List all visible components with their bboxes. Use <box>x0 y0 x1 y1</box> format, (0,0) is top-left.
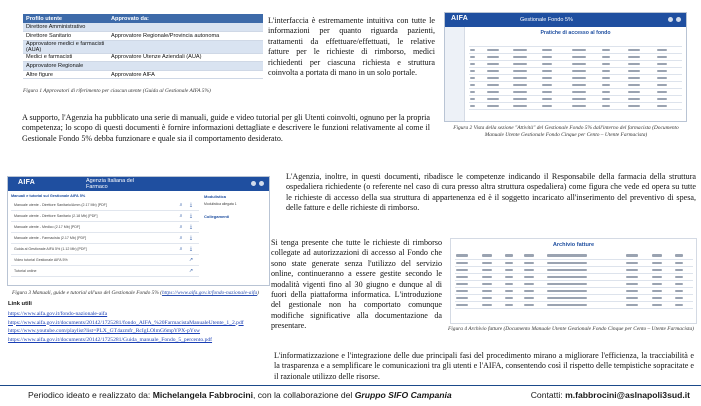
table-row <box>469 95 682 102</box>
table-cell-profile: Approvatore medici e farmacisti (AUA) <box>23 40 108 53</box>
footer-email[interactable]: m.fabbrocini@aslnapoli3sud.it <box>565 390 690 400</box>
table-row <box>469 74 682 81</box>
table-row <box>469 53 682 60</box>
header-actions <box>251 181 264 186</box>
table-row <box>455 287 693 294</box>
table-row <box>23 62 263 71</box>
links-title: Link utili <box>8 301 32 307</box>
download-icon[interactable]: ⤓ <box>189 224 193 230</box>
table-row <box>469 60 682 67</box>
external-link-icon[interactable]: ↗ <box>188 268 194 274</box>
figure-4-caption: Figura 4 Archivio fatture (Documento Manuale Utente Gestionale Fondo Cinque per Cento – Utente Farmacista) <box>448 326 694 332</box>
document-name: Manuale utente - Medico (2.17 Mb) [PDF] <box>14 225 81 229</box>
table-cell-profile: Direttore Amministrativo <box>23 23 108 32</box>
table-row <box>455 294 693 301</box>
table-cell-profile: Approvatore Regionale <box>23 62 108 71</box>
table-row <box>469 46 682 53</box>
table-cell-profile: Altre figure <box>23 70 108 79</box>
table-row <box>455 266 693 273</box>
table-row <box>455 280 693 287</box>
document-name: Manuale utente - Direttore Sanitario/Amm.(2.17 Mb) [PDF] <box>14 203 107 207</box>
link-fondo-nazionale[interactable]: https://www.aifa.gov.it/fondo-nazionale-aifa <box>8 311 108 317</box>
link-youtube-playlist[interactable]: https://www.youtube.com/playlist?list=PLX_GT4azmfr_RcIgLOlmG6mpYPX-pYsw <box>8 328 201 335</box>
search-icon[interactable]: ⌕ <box>179 213 183 219</box>
table-header-profile: Profilo utente <box>23 14 108 23</box>
aifa-logo: AIFA <box>451 15 469 22</box>
list-item[interactable] <box>11 255 199 266</box>
footer-prefix: Periodico ideato e realizzato da: <box>28 390 153 400</box>
table-header-row <box>23 14 263 23</box>
download-icon[interactable]: ⤓ <box>189 202 193 208</box>
download-icon[interactable]: ⤓ <box>189 235 193 241</box>
table-row <box>469 39 682 46</box>
site-title-line-2: Farmaco <box>86 184 108 190</box>
site-header-bar <box>8 177 269 191</box>
table-cell-profile: Direttore Sanitario <box>23 32 108 41</box>
menu-icon[interactable] <box>676 17 681 22</box>
aifa-logo: AIFA <box>18 179 36 186</box>
table-row <box>455 301 693 308</box>
share-icon[interactable] <box>251 181 256 186</box>
table-row <box>469 67 682 74</box>
table-row <box>23 23 263 32</box>
list-item[interactable] <box>11 200 199 211</box>
document-name: Manuale utente - Farmacista (2.17 Mb) [PDF] <box>14 236 87 240</box>
table-cell-approver: Approvatore Utenze Aziendali (AUA) <box>108 53 263 62</box>
table-row <box>455 259 693 266</box>
link-manuale-farmacista[interactable]: https://www.aifa.gov.it/documents/20142/1725281/fondo_AIFA_%20FarmacistaManualeUtente_1_2.pdf <box>8 319 244 326</box>
app-title: Gestionale Fondo 5% <box>520 17 573 23</box>
activity-table <box>469 39 682 110</box>
list-item[interactable] <box>11 222 199 233</box>
links-list <box>8 310 270 344</box>
manuals-list <box>11 194 199 277</box>
table-cell-approver <box>108 23 263 32</box>
table-cell-profile: Medici e farmacisti <box>23 53 108 62</box>
panel-title: Pratiche di accesso al fondo <box>540 30 611 36</box>
figure-4-invoice-window <box>450 238 697 324</box>
paragraph-interface: L'interfaccia è estremamente intuitiva con tutte le informazioni per quanto riguarda pazienti, trattamenti da effettuare/effettuati, le relative fatture per le richieste di rimborso, medici richiedenti per ciascuna richiesta e struttura coinvolta a portata di mano in un solo portale. <box>268 16 435 78</box>
list-item[interactable] <box>11 244 199 255</box>
site-title-line-1: Agenzia Italiana del <box>86 178 135 184</box>
table-row <box>23 70 263 79</box>
list-item[interactable] <box>11 233 199 244</box>
header-actions <box>668 17 681 22</box>
footer <box>28 390 690 400</box>
table-row <box>469 102 682 109</box>
table-row <box>455 252 693 259</box>
document-name: Video tutorial Gestionale AIFA 5% <box>14 258 68 262</box>
side-panel-item[interactable]: Modulistica allegata 1 <box>204 202 237 206</box>
download-icon[interactable]: ⤓ <box>189 213 193 219</box>
footer-contact <box>531 390 690 400</box>
table-row <box>23 32 263 41</box>
approver-table <box>23 14 263 79</box>
footer-rule <box>0 385 701 386</box>
caption-link[interactable]: https://www.aifa.gov.it/fondo-nazionale-aifa <box>161 290 258 296</box>
table-row <box>469 81 682 88</box>
sidebar <box>445 27 465 122</box>
search-icon[interactable]: ⌕ <box>179 235 183 241</box>
caption-end: ) <box>257 290 259 296</box>
list-item[interactable] <box>11 211 199 222</box>
side-panel <box>204 194 266 277</box>
search-icon[interactable]: ⌕ <box>179 202 183 208</box>
footer-author: Michelangela Fabbrocini <box>152 390 253 400</box>
figure-2-caption: Figura 2 Vista della sezione "Attività" del Gestionale Fondo 5% dall'interno del farmacista (Documento Manuale Utente Gestionale Fondo Cinque per Cento – Utente Farmacista) <box>453 125 679 138</box>
document-name: Manuale utente - Direttore Sanitario (2.18 Mb) [PDF] <box>14 214 98 218</box>
footer-group: Gruppo SIFO Campania <box>354 390 452 400</box>
figure-2-app-window <box>444 12 687 122</box>
table-cell-approver: Approvatore AIFA <box>108 70 263 79</box>
paragraph-deadline: Si tenga presente che tutte le richieste di rimborso collegate ad autorizzazioni di accesso al Fondo che sono state generate senza l'utilizzo del servizio online, continueranno a essere gestite secondo le modalità vigenti fino al 30 giugno e dunque al di fuori della piattaforma informatica. L'introduzione del gestionale non ha comportato comunque modifiche significative alla documentazione da presentare. <box>271 238 442 331</box>
footer-middle: , con la collaborazione del <box>252 390 355 400</box>
external-link-icon[interactable]: ↗ <box>188 257 194 263</box>
app-header-bar <box>445 13 686 27</box>
table-cell-approver <box>108 40 263 53</box>
paragraph-agency: L'Agenzia, inoltre, in questi documenti, ribadisce le competenze indicando il Responsabile della farmacia della struttura ospedaliera richiedente (o referente nel caso di cura presso altra struttura ospedaliera) come figura che vede ed opera su tutte le richieste di accesso della sua struttura di appartenenza ed è il soggetto incaricato all'inserimento del preventivo di spesa, delle fatture e delle richieste di rimborso. <box>286 172 696 213</box>
panel-title: Archivio fatture <box>552 242 595 248</box>
document-name: Tutorial online <box>14 269 37 273</box>
search-icon[interactable]: ⌕ <box>179 246 183 252</box>
invoice-table <box>455 252 693 309</box>
side-panel-title: Modulistica <box>204 194 227 199</box>
figure-3-manuals-window <box>7 176 270 286</box>
paragraph-integration: L'informatizzazione e l'integrazione delle due principali fasi del procedimento mirano a migliorare l'efficienza, la tracciabilità e la trasparenza e a semplificare le comunicazioni tra gli utenti e l'AIFA, consentendo così il rispetto delle tempistiche sopracitate e il razionale utilizzo delle risorse. <box>274 351 694 381</box>
paragraph-manuals: A supporto, l'Agenzia ha pubblicato una serie di manuali, guide e video tutorial per gli Utenti coinvolti, ognuno per la propria competenza; lo scopo di questi documenti è fornire informazioni dettagliate e descrivere le funzioni relativamente al come il Gestionale Fondo 5% debba funzionare e quale sia il comportamento desiderato. <box>22 113 430 143</box>
figure-3-caption <box>12 290 274 297</box>
caption-text: Figura 3 Manuali, guide e tutorial all'uso del Gestionale Fondo 5% ( <box>12 290 162 296</box>
manuals-panel-title: Manuali e tutorial sul Gestionale AIFA 5% <box>11 194 86 198</box>
table-row <box>469 88 682 95</box>
table-cell-approver: Approvatore Regionale/Provincia autonoma <box>108 32 263 41</box>
search-icon[interactable]: ⌕ <box>179 224 183 230</box>
figure-1-role-table <box>23 14 266 79</box>
table-header-approver: Approvato da: <box>108 14 263 23</box>
table-cell-approver <box>108 62 263 71</box>
figure-1-caption: Figura 1 Approvatori di riferimento per ciascun utente (Guida al Gestionale AIFA 5%) <box>23 88 211 94</box>
side-panel-title-2: Collegamenti <box>204 214 230 219</box>
table-row <box>23 40 263 53</box>
list-item[interactable] <box>11 266 199 277</box>
download-icon[interactable]: ⤓ <box>189 246 193 252</box>
search-icon[interactable] <box>259 181 264 186</box>
link-guida-manuale[interactable]: https://www.aifa.gov.it/documents/20142/1725281/Guida_manuale_Fondo_5_percento.pdf <box>8 336 213 343</box>
user-icon[interactable] <box>668 17 673 22</box>
footer-contact-label: Contatti: <box>530 390 566 400</box>
table-row <box>455 273 693 280</box>
document-name: Guida al Gestionale AIFA 5% (1.12 Mb) [PDF] <box>14 247 87 251</box>
table-row <box>23 53 263 62</box>
